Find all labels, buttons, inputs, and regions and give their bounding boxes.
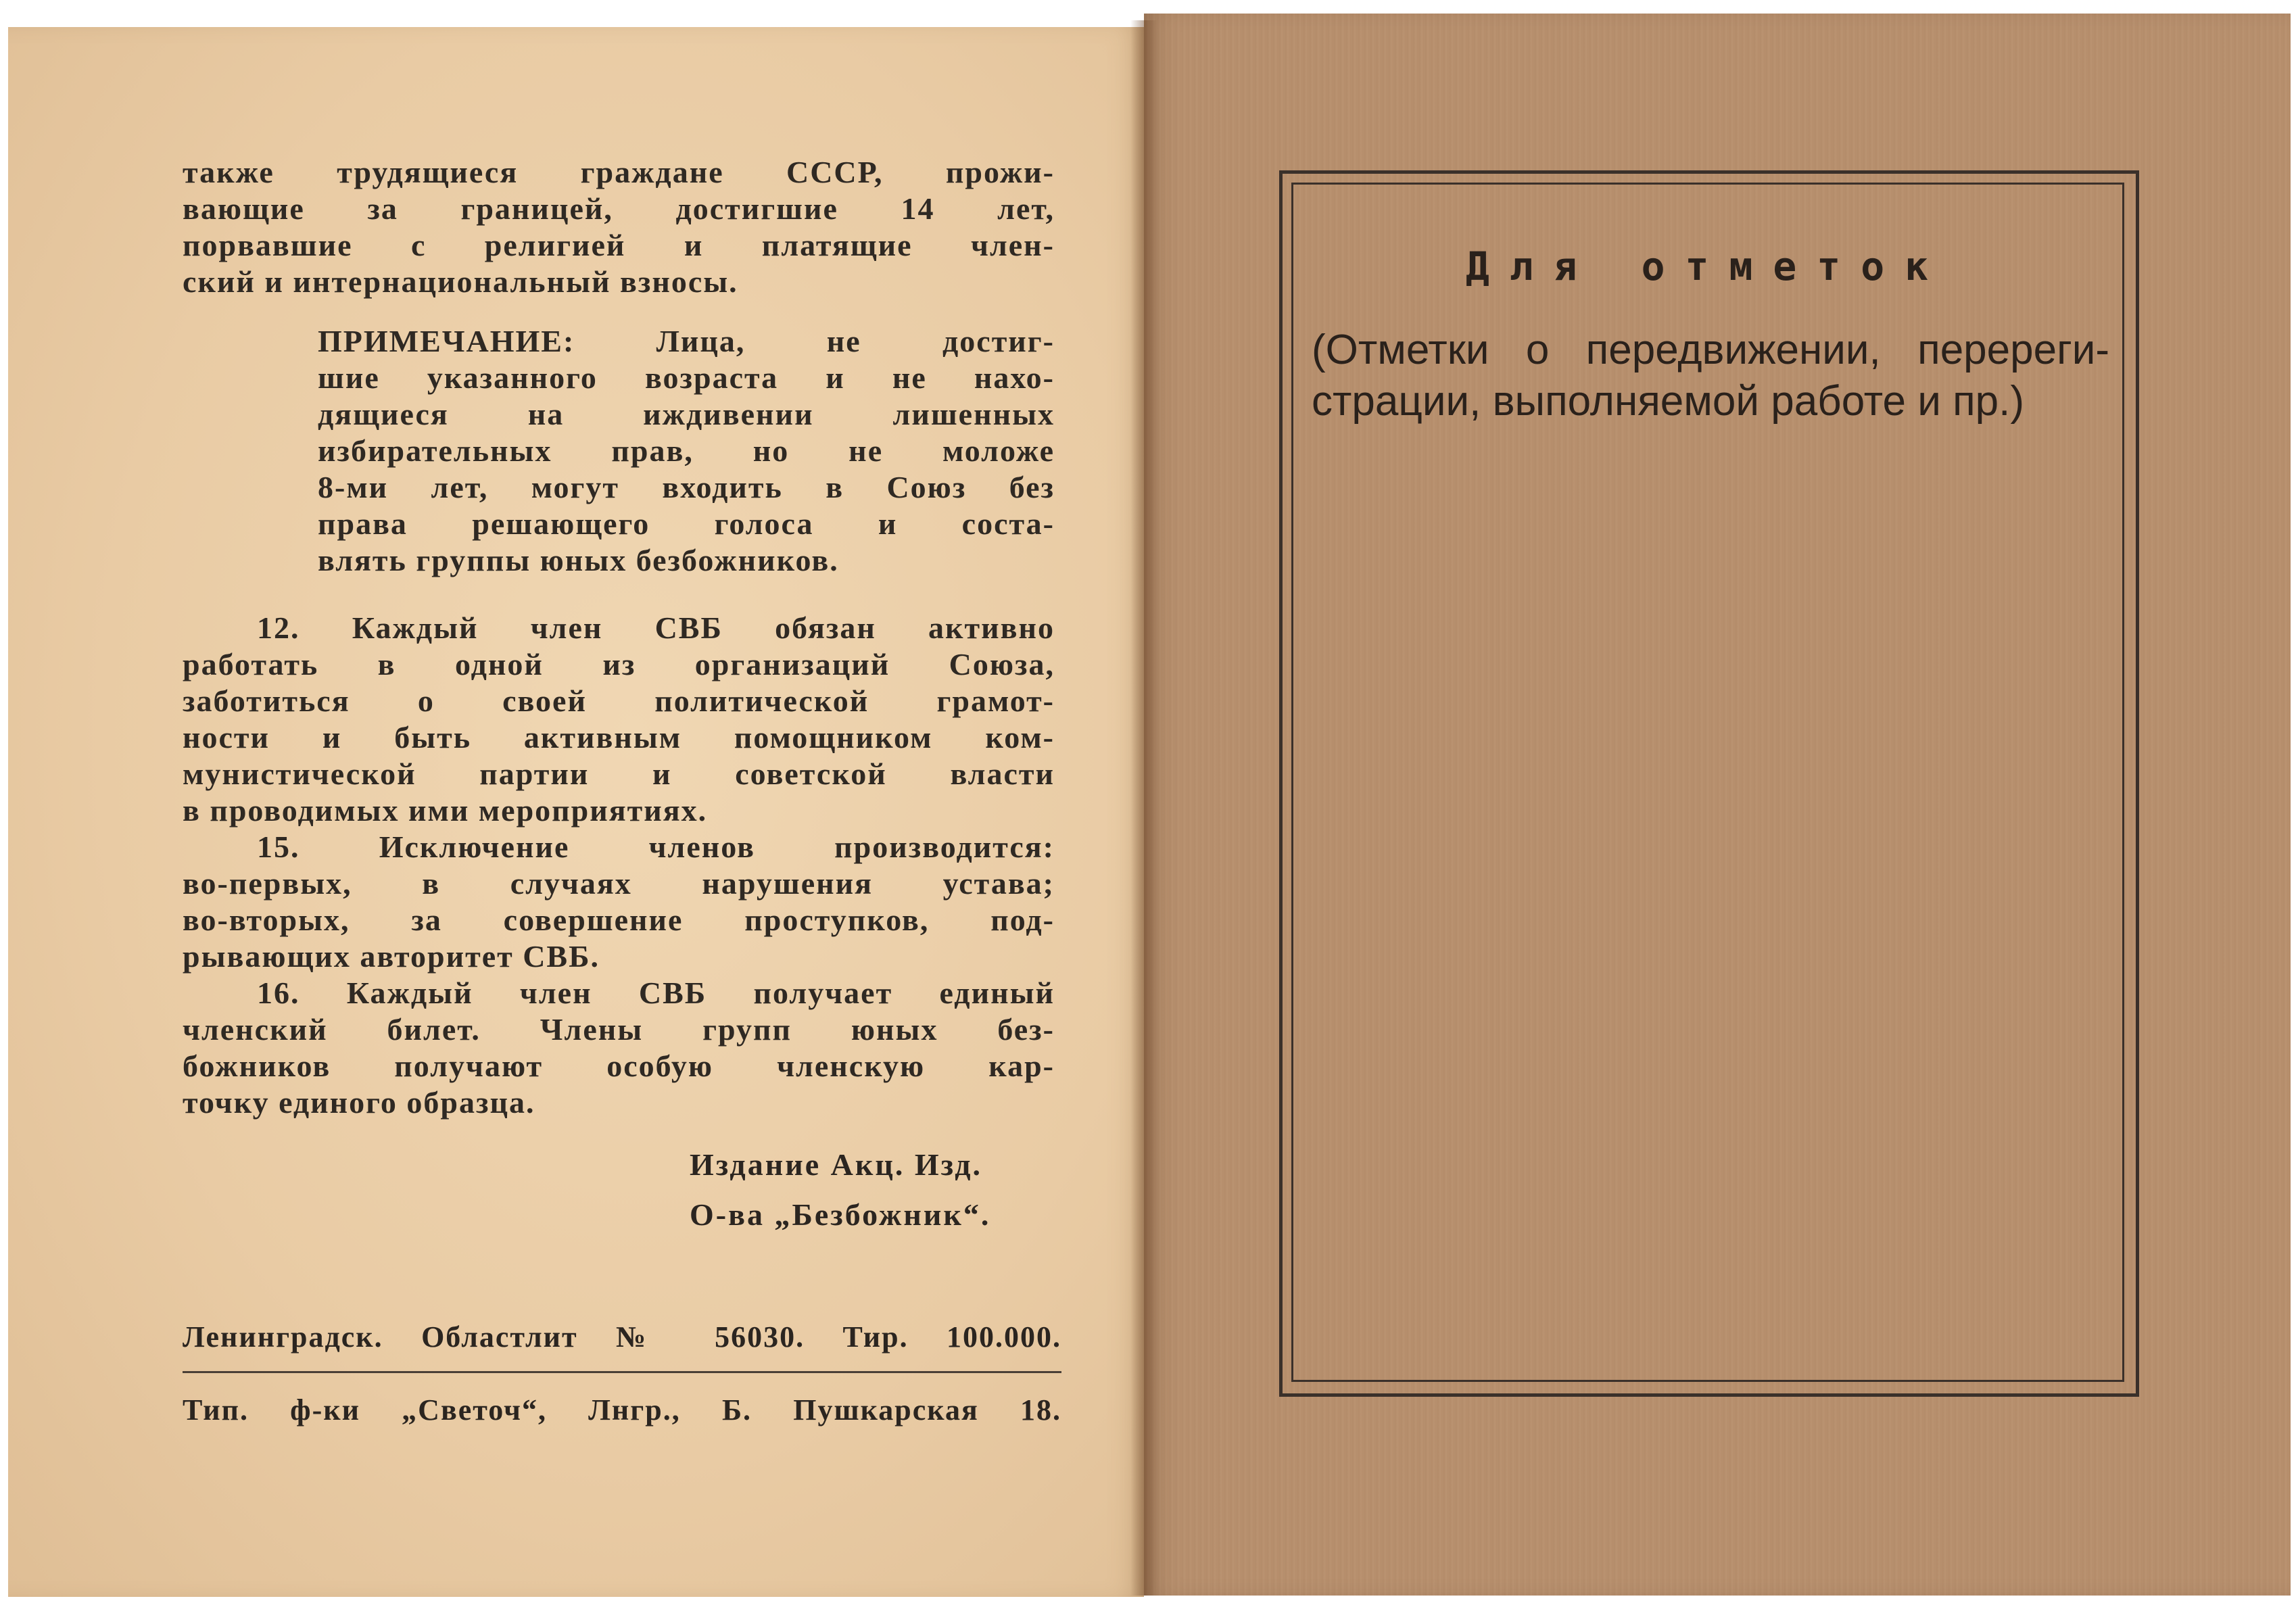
subtitle-line: (Отметки о передвижении, перереги- <box>1312 327 2109 373</box>
text-line: 15. Исключение членов производится: <box>257 830 1055 864</box>
section-16 <box>183 975 1055 1121</box>
text-line: 16. Каждый член СВБ получает единый <box>257 976 1055 1010</box>
text-line: избирательных прав, но не моложе <box>318 433 1055 468</box>
section-12 <box>183 610 1055 829</box>
section-15 <box>183 829 1055 975</box>
text-line: рывающих авторитет СВБ. <box>183 939 600 974</box>
text-line: 8-ми лет, могут входить в Союз без <box>318 470 1055 504</box>
text-line: заботиться о своей политической грамот- <box>183 684 1055 718</box>
subtitle-line: страции, выполняемой работе и пр.) <box>1312 378 2024 425</box>
footer-divider <box>183 1371 1061 1373</box>
text-line: работать в одной из организаций Союза, <box>183 647 1055 681</box>
text-line: божников получают особую членскую кар- <box>183 1049 1055 1083</box>
text-line: шие указанного возраста и не нахо- <box>318 360 1055 395</box>
text-line: 12. Каждый член СВБ обязан активно <box>257 610 1055 645</box>
text-line: вающие за границей, достигшие 14 лет, <box>183 191 1055 226</box>
note-paragraph <box>318 323 1055 579</box>
text-line: во-первых, в случаях нарушения устава; <box>183 866 1055 901</box>
text-line: ПРИМЕЧАНИЕ: Лица, не достиг- <box>318 324 1055 358</box>
printer-line: Тип. ф-ки „Светоч“, Лнгр., Б. Пушкарская 18. <box>183 1393 1061 1427</box>
publisher-line-1: Издание Акц. Изд. <box>690 1147 983 1182</box>
paragraph-intro <box>183 154 1055 300</box>
notes-title: Для отметок <box>1465 243 1949 289</box>
text-line: ский и интернациональный взносы. <box>183 264 738 299</box>
text-line: членский билет. Члены групп юных без- <box>183 1012 1055 1047</box>
text-line: влять группы юных безбожников. <box>318 543 839 577</box>
publisher-line-2: О-ва „Безбожник“. <box>690 1197 991 1232</box>
text-line: порвавшие с религией и платящие член- <box>183 228 1055 262</box>
text-line: дящиеся на иждивении лишенных <box>318 397 1055 431</box>
notes-subtitle <box>1312 325 2109 427</box>
booklet-gutter <box>1130 20 1157 1596</box>
text-line: точку единого образца. <box>183 1085 535 1120</box>
text-line: права решающего голоса и соста- <box>318 506 1055 541</box>
text-line: также трудящиеся граждане СССР, прожи- <box>183 155 1055 189</box>
text-line: во-вторых, за совершение проступков, под- <box>183 903 1055 937</box>
text-line: в проводимых ими мероприятиях. <box>183 793 708 828</box>
imprint-line: Ленинградск. Областлит № 56030. Тир. 100.000. <box>183 1320 1061 1354</box>
text-line: ности и быть активным помощником ком- <box>183 720 1055 754</box>
text-line: мунистической партии и советской власти <box>183 757 1055 791</box>
